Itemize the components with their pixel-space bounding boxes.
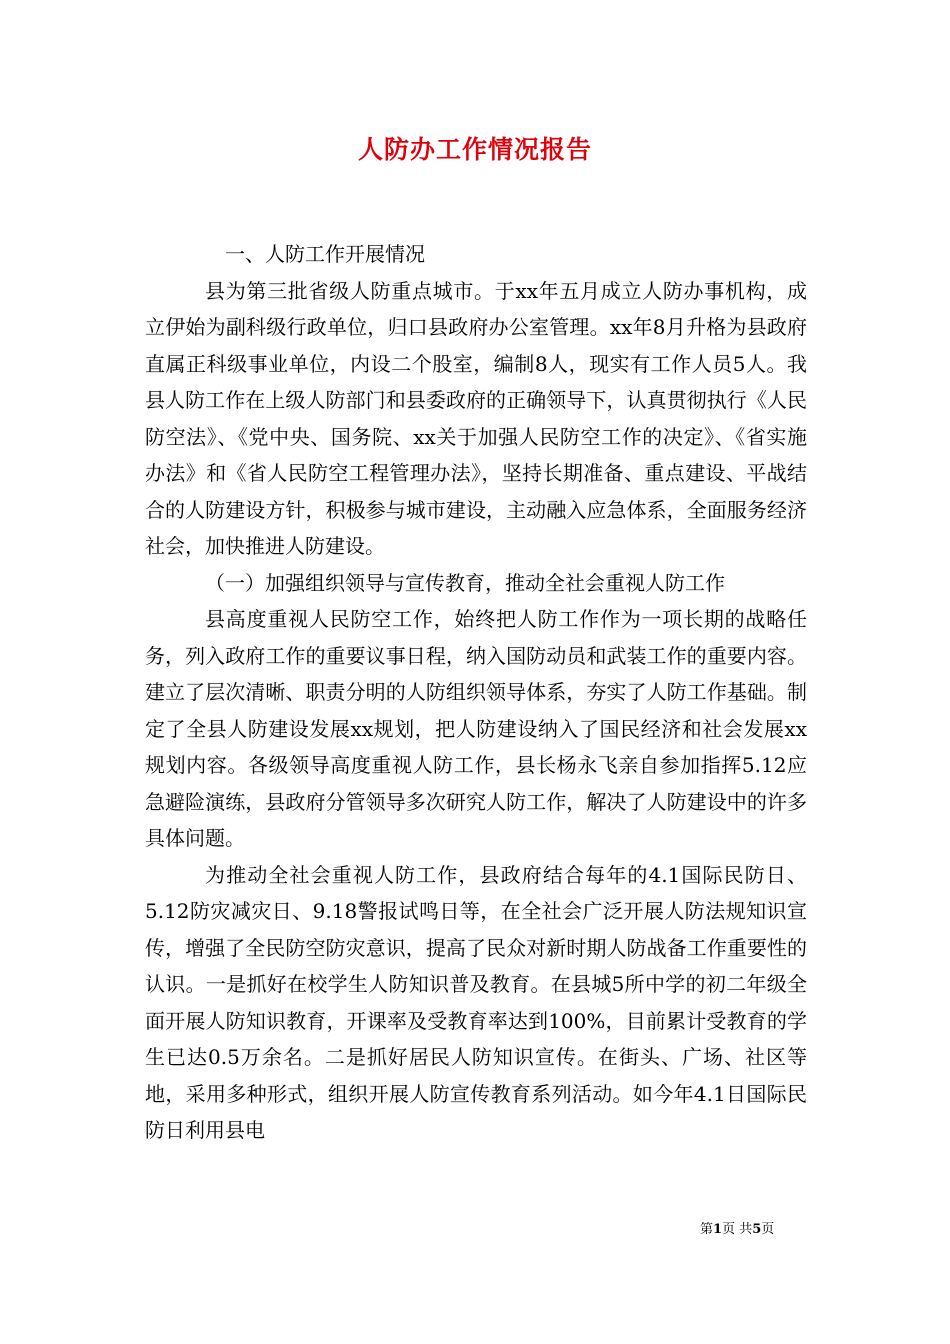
section-heading-1: 一、人防工作开展情况 [225,242,425,266]
footer-middle: 页 共 [722,1222,753,1237]
page-number-footer [700,1218,774,1237]
footer-total-pages: 5 [752,1222,762,1237]
footer-prefix: 第 [700,1222,714,1237]
paragraph-3: 为推动全社会重视人防工作，县政府结合每年的4.1国际民防日、5.12防灾减灾日、9.18警报试鸣日等，在全社会广泛开展人防法规知识宣传，增强了全民防空防灾意识，提高了民众对新时期人防战备工作重要性的认识。一是抓好在校学生人防知识普及教育。在县城5所中学的初二年级全面开展人防知识教育，开课率及受教育率达到100%，目前累计受教育的学生已达0.5万余名。二是抓好居民人防知识宣传。在街头、广场、社区等地，采用多种形式，组织开展人防宣传教育系列活动。如今年4.1日国际民防日利用县电 [145,862,807,1142]
paragraph-2: 县高度重视人民防空工作，始终把人防工作作为一项长期的战略任务，列入政府工作的重要议事日程，纳入国防动员和武装工作的重要内容。建立了层次清晰、职责分明的人防组织领导体系，夯实了人防工作基础。制定了全县人防建设发展xx规划，把人防建设纳入了国民经济和社会发展xx规划内容。各级领导高度重视人防工作，县长杨永飞亲自参加指挥5.12应急避险演练，县政府分管领导多次研究人防工作，解决了人防建设中的许多具体问题。 [145,607,807,850]
document-title: 人防办工作情况报告 [357,135,592,164]
footer-suffix: 页 [761,1222,775,1237]
section-heading-2: （一）加强组织领导与宣传教育，推动全社会重视人防工作 [205,570,725,595]
paragraph-1: 县为第三批省级人防重点城市。于xx年五月成立人防办事机构，成立伊始为副科级行政单位，归口县政府办公室管理。xx年8月升格为县政府直属正科级事业单位，内设二个股室，编制8人，现实有工作人员5人。我县人防工作在上级人防部门和县委政府的正确领导下，认真贯彻执行《人民防空法》、《党中央、国务院、xx关于加强人民防空工作的决定》、《省实施办法》和《省人民防空工程管理办法》，坚持长期准备、重点建设、平战结合的人防建设方针，积极参与城市建设，主动融入应急体系，全面服务经济社会，加快推进人防建设。 [145,278,807,558]
footer-current-page: 1 [713,1222,723,1237]
document-body [145,236,807,1149]
